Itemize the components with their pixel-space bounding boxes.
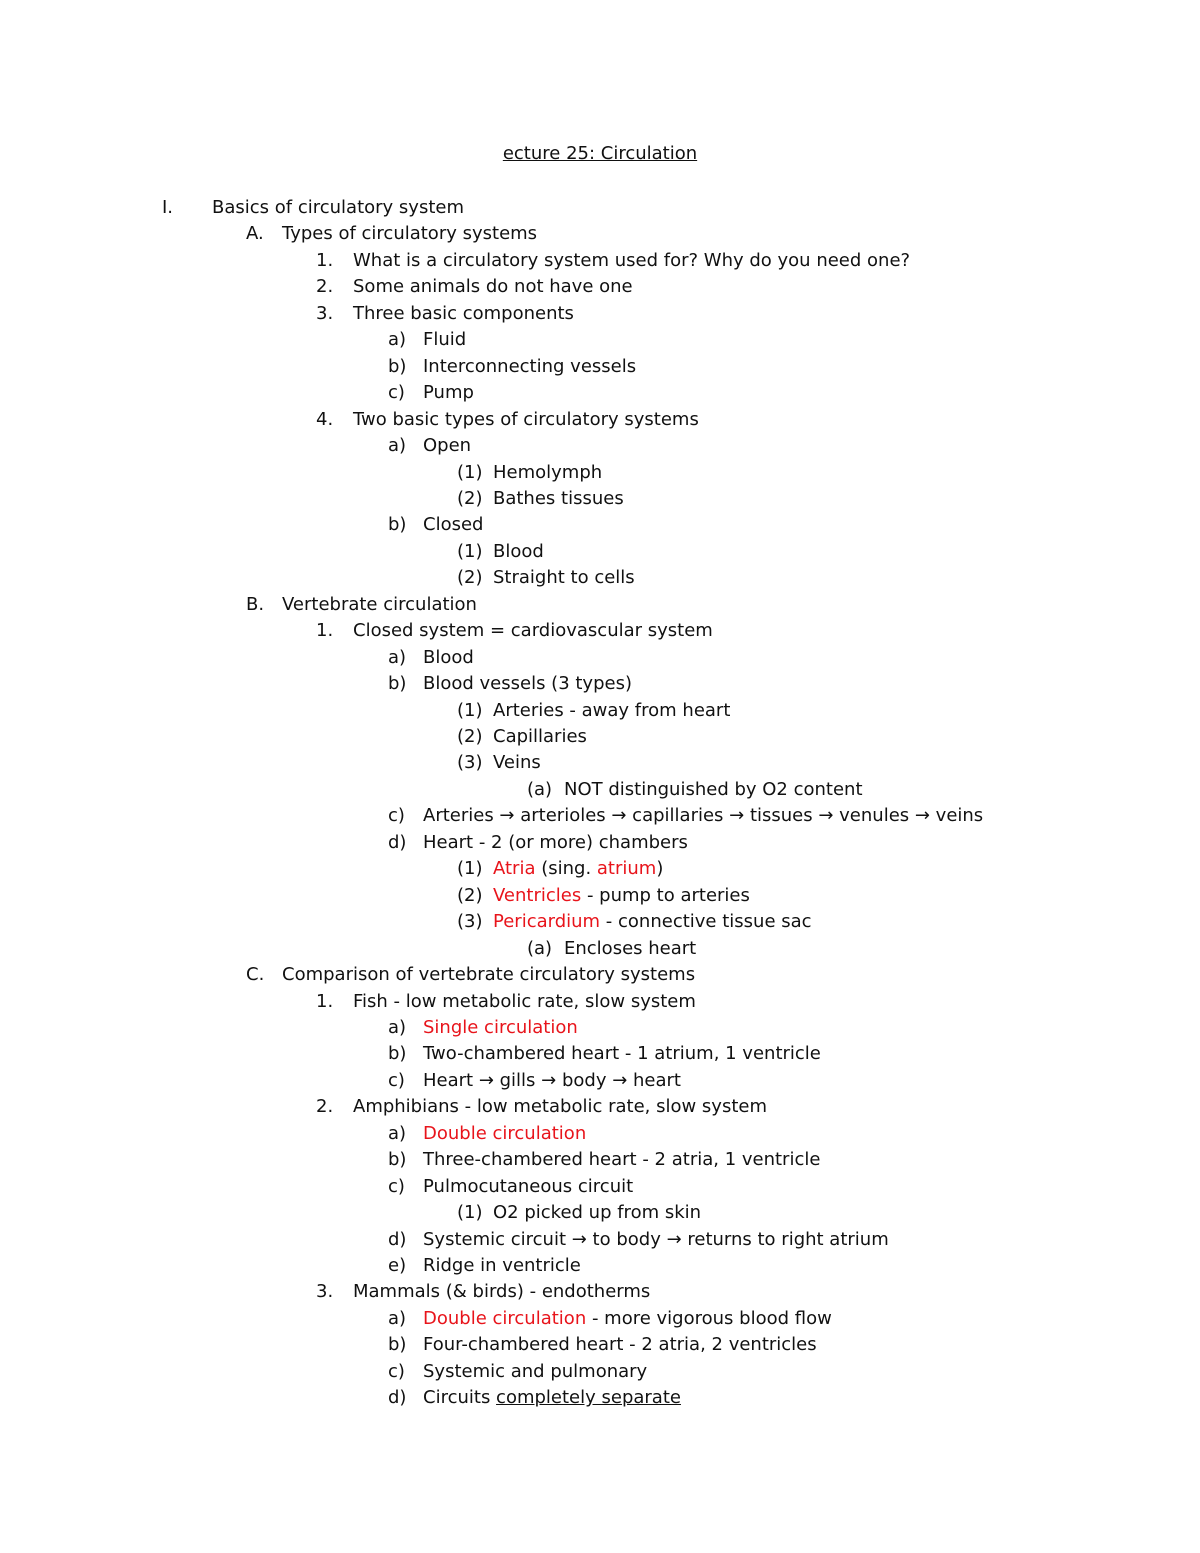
highlighted-term: Single circulation — [423, 1016, 578, 1038]
outline-marker: d) — [388, 1387, 407, 1409]
text-run: Blood vessels (3 types) — [423, 673, 632, 695]
outline-marker: (2) — [457, 726, 483, 747]
text-run: Hemolymph — [493, 461, 603, 483]
page-title: ecture 25: Circulation — [502, 143, 698, 164]
outline-text — [493, 460, 602, 486]
outline-text — [353, 407, 699, 433]
outline-text — [282, 592, 477, 618]
outline-text — [212, 195, 464, 221]
text-run: Vertebrate circulation — [282, 593, 477, 615]
outline-marker: b) — [388, 1149, 407, 1171]
outline-marker: c) — [388, 382, 405, 404]
outline-text — [423, 433, 471, 459]
outline-marker: 1. — [316, 990, 334, 1012]
text-run: What is a circulatory system used for? Why do you need one? — [353, 249, 911, 271]
text-run: Closed system = cardiovascular system — [353, 620, 713, 642]
outline-marker: b) — [388, 1334, 407, 1356]
text-run: Systemic circuit → to body → returns to right atrium — [423, 1228, 889, 1250]
text-run: Two-chambered heart - 1 atrium, 1 ventricle — [423, 1043, 821, 1065]
highlighted-term: Double circulation — [423, 1122, 587, 1144]
outline-marker: c) — [388, 1360, 405, 1382]
outline-marker: a) — [388, 1016, 407, 1038]
outline-marker: d) — [388, 1228, 407, 1250]
outline-text — [353, 989, 696, 1015]
outline-marker: (3) — [457, 752, 483, 774]
text-run: Heart - 2 (or more) chambers — [423, 831, 688, 853]
outline-text — [493, 698, 730, 724]
text-run: ) — [656, 858, 664, 880]
outline-text — [423, 645, 474, 671]
outline-text — [423, 1332, 817, 1358]
outline-text — [423, 1253, 581, 1279]
text-run: Blood — [493, 540, 544, 562]
text-run: Straight to cells — [493, 567, 635, 589]
outline-text — [423, 671, 632, 697]
outline-text — [423, 1174, 633, 1200]
text-run: - pump to arteries — [581, 884, 750, 906]
outline-text — [423, 803, 983, 829]
outline-text — [423, 327, 466, 353]
text-run: Ridge in ventricle — [423, 1255, 581, 1276]
outline-text — [423, 354, 636, 380]
outline-text — [353, 1094, 767, 1120]
text-run: Three basic components — [353, 302, 574, 324]
outline-text — [493, 750, 541, 776]
text-run: O2 picked up from skin — [493, 1202, 702, 1224]
text-run: Arteries → arterioles → capillaries → tissues → venules → veins — [423, 805, 984, 827]
text-run: Heart → gills → body → heart — [423, 1069, 681, 1091]
text-run: Veins — [493, 752, 541, 774]
outline-marker: (1) — [457, 540, 483, 562]
outline-marker: I. — [162, 197, 174, 218]
text-run: Capillaries — [493, 726, 587, 747]
outline-text — [423, 1359, 647, 1385]
underlined-text: completely separate — [496, 1387, 681, 1409]
outline-text — [353, 301, 574, 327]
outline-text — [564, 777, 863, 803]
outline-marker: (a) — [527, 778, 553, 800]
text-run: Types of circulatory systems — [282, 223, 538, 245]
outline-text — [353, 1279, 650, 1305]
text-run: Two basic types of circulatory systems — [353, 408, 699, 430]
outline-marker: b) — [388, 355, 407, 377]
outline-text — [423, 380, 474, 406]
outline-text — [423, 1041, 821, 1067]
outline-marker: c) — [388, 1175, 405, 1197]
outline-text — [282, 221, 537, 247]
outline-marker: B. — [246, 593, 265, 615]
highlighted-term: atrium — [596, 858, 657, 880]
outline-text — [423, 830, 688, 856]
outline-text — [493, 909, 812, 935]
text-run: Open — [423, 435, 472, 457]
outline-marker: b) — [388, 673, 407, 695]
outline-text — [493, 1200, 701, 1226]
outline-marker: (2) — [457, 884, 483, 906]
outline-marker: 3. — [316, 302, 334, 324]
outline-marker: c) — [388, 805, 405, 827]
outline-text — [493, 565, 635, 591]
outline-text — [493, 539, 544, 565]
outline-text — [423, 512, 483, 538]
text-run: (sing. — [535, 858, 597, 880]
text-run: - more vigorous blood flow — [586, 1307, 832, 1329]
outline-text — [423, 1015, 578, 1041]
outline-text — [493, 724, 587, 750]
outline-marker: a) — [388, 646, 407, 668]
text-run: - connective tissue sac — [600, 911, 812, 933]
outline-marker: (1) — [457, 461, 483, 483]
outline-marker: (1) — [457, 858, 483, 880]
outline-marker: 1. — [316, 249, 334, 271]
text-run: Fish - low metabolic rate, slow system — [353, 990, 696, 1012]
outline-marker: a) — [388, 1122, 407, 1144]
text-run: Pulmocutaneous circuit — [423, 1175, 634, 1197]
highlighted-term: Atria — [493, 858, 536, 880]
outline-marker: a) — [388, 329, 407, 351]
outline-text — [423, 1121, 586, 1147]
outline-marker: 3. — [316, 1281, 334, 1303]
outline-marker: d) — [388, 831, 407, 853]
outline-text — [353, 274, 633, 300]
outline-text — [423, 1068, 681, 1094]
outline-marker: (a) — [527, 937, 553, 959]
outline-marker: b) — [388, 514, 407, 536]
outline-marker: b) — [388, 1043, 407, 1065]
outline-marker: 4. — [316, 408, 334, 430]
outline-text — [353, 618, 713, 644]
text-run: Blood — [423, 646, 474, 668]
text-run: Fluid — [423, 329, 467, 351]
text-run: Four-chambered heart - 2 atria, 2 ventricles — [423, 1334, 817, 1356]
text-run: Systemic and pulmonary — [423, 1360, 648, 1382]
text-run: Mammals (& birds) - endotherms — [353, 1281, 651, 1303]
text-run: Arteries - away from heart — [493, 699, 731, 721]
outline-text — [493, 486, 624, 512]
text-run: Some animals do not have one — [353, 276, 633, 298]
outline-text — [423, 1147, 820, 1173]
text-run: Interconnecting vessels — [423, 355, 637, 377]
text-run: Three-chambered heart - 2 atria, 1 ventricle — [423, 1149, 821, 1171]
text-run: Bathes tissues — [493, 487, 624, 509]
outline-marker: 1. — [316, 620, 334, 642]
text-run: Comparison of vertebrate circulatory systems — [282, 964, 696, 986]
highlighted-term: Ventricles — [493, 884, 582, 906]
outline-marker: a) — [388, 1307, 407, 1329]
outline-marker: a) — [388, 435, 407, 457]
outline-marker: C. — [246, 964, 265, 986]
outline-marker: (2) — [457, 567, 483, 589]
outline-text — [564, 936, 696, 962]
text-run: Basics of circulatory system — [212, 197, 464, 218]
outline-marker: 2. — [316, 276, 334, 298]
text-run: Closed — [423, 514, 484, 536]
outline-marker: A. — [246, 223, 264, 245]
outline-text — [423, 1227, 889, 1253]
outline-marker: c) — [388, 1069, 405, 1091]
outline-marker: (2) — [457, 487, 483, 509]
outline-text — [353, 248, 910, 274]
outline-text — [423, 1385, 681, 1411]
outline-marker: e) — [388, 1255, 407, 1276]
outline-text — [282, 962, 695, 988]
outline-text — [423, 1306, 832, 1332]
text-run: NOT distinguished by O2 content — [564, 778, 863, 800]
outline-marker: (1) — [457, 699, 483, 721]
text-run: Encloses heart — [564, 937, 697, 959]
text-run: Amphibians - low metabolic rate, slow system — [353, 1096, 767, 1118]
text-run: Pump — [423, 382, 474, 404]
text-run: Circuits — [423, 1387, 497, 1409]
outline-marker: (1) — [457, 1202, 483, 1224]
outline-text — [493, 856, 663, 882]
highlighted-term: Double circulation — [423, 1307, 587, 1329]
outline-text — [493, 883, 750, 909]
highlighted-term: Pericardium — [493, 911, 601, 933]
outline-marker: (3) — [457, 911, 483, 933]
outline-marker: 2. — [316, 1096, 334, 1118]
